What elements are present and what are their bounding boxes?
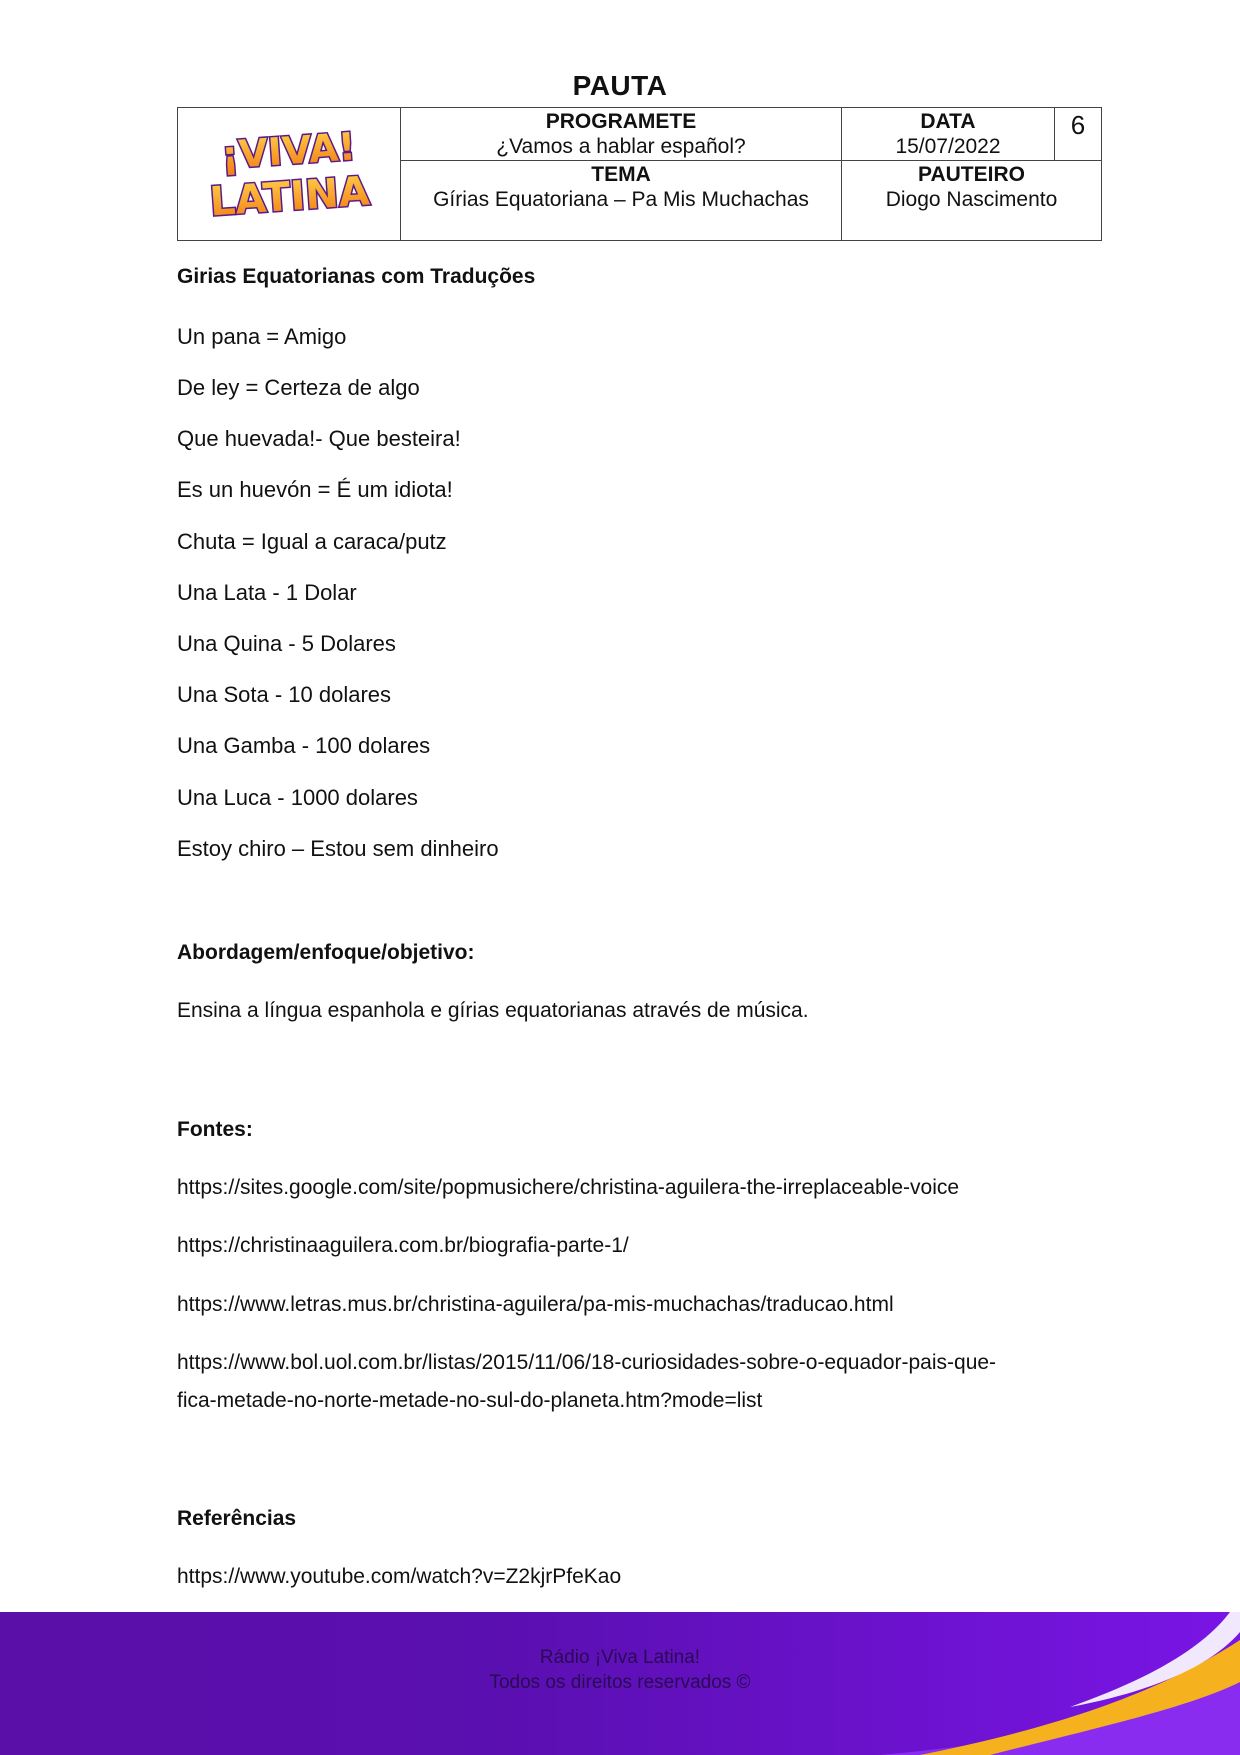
footer-banner bbox=[0, 1612, 1240, 1755]
footer-line2: Todos os direitos reservados © bbox=[489, 1672, 751, 1693]
giria-item: Estoy chiro – Estou sem dinheiro bbox=[177, 836, 499, 861]
fontes-heading: Fontes: bbox=[177, 1118, 253, 1141]
viva-latina-logo bbox=[178, 108, 400, 237]
giria-item: De ley = Certeza de algo bbox=[177, 375, 420, 400]
giria-item: Que huevada!- Que besteira! bbox=[177, 426, 461, 451]
logo-cell bbox=[178, 108, 401, 241]
abordagem-text: Ensina a língua espanhola e gírias equatorianas através de música. bbox=[177, 999, 809, 1022]
tema-label: TEMA bbox=[591, 163, 651, 186]
giria-item: Una Sota - 10 dolares bbox=[177, 682, 392, 707]
tema-value: Gírias Equatoriana – Pa Mis Muchachas bbox=[433, 188, 809, 211]
fonte-link[interactable]: https://www.bol.uol.com.br/listas/2015/11/06/18-curiosidades-sobre-o-equador-pais-que- bbox=[177, 1351, 997, 1374]
referencia-link[interactable]: https://www.youtube.com/watch?v=Z2kjrPfeKao bbox=[177, 1565, 622, 1588]
footer-line1: Rádio ¡Viva Latina! bbox=[539, 1647, 701, 1668]
data-cell bbox=[842, 108, 1055, 161]
logo-text-latina: LATINA bbox=[208, 167, 372, 226]
fonte-link-continuation[interactable]: fica-metade-no-norte-metade-no-sul-do-planeta.htm?mode=list bbox=[177, 1389, 763, 1412]
referencias-heading: Referências bbox=[177, 1507, 297, 1530]
fonte-link[interactable]: https://www.letras.mus.br/christina-aguilera/pa-mis-muchachas/traducao.html bbox=[177, 1293, 894, 1316]
programete-label: PROGRAMETE bbox=[545, 110, 697, 133]
giria-item: Una Lata - 1 Dolar bbox=[177, 580, 357, 605]
data-label: DATA bbox=[920, 110, 976, 133]
pauteiro-value: Diogo Nascimento bbox=[885, 188, 1058, 211]
girias-heading: Girias Equatorianas com Traduções bbox=[177, 265, 536, 288]
programete-value: ¿Vamos a hablar español? bbox=[496, 135, 746, 158]
fonte-link[interactable]: https://christinaaguilera.com.br/biografia-parte-1/ bbox=[177, 1234, 629, 1257]
header-table bbox=[177, 107, 1102, 241]
giria-item: Una Quina - 5 Dolares bbox=[177, 631, 396, 656]
giria-item: Una Luca - 1000 dolares bbox=[177, 785, 418, 810]
page-title: PAUTA bbox=[572, 70, 668, 101]
page-number: 6 bbox=[1055, 108, 1102, 161]
fonte-link[interactable]: https://sites.google.com/site/popmusichere/christina-aguilera-the-irreplaceable-voice bbox=[177, 1176, 960, 1199]
giria-item: Chuta = Igual a caraca/putz bbox=[177, 529, 447, 554]
pauteiro-cell bbox=[842, 161, 1102, 241]
pauteiro-label: PAUTEIRO bbox=[918, 163, 1025, 186]
data-value: 15/07/2022 bbox=[895, 135, 1001, 158]
programete-cell bbox=[401, 108, 842, 161]
giria-item: Un pana = Amigo bbox=[177, 324, 347, 349]
abordagem-heading: Abordagem/enfoque/objetivo: bbox=[177, 941, 475, 964]
giria-item: Es un huevón = É um idiota! bbox=[177, 477, 453, 502]
logo-text-viva: ¡VIVA! bbox=[219, 123, 358, 178]
tema-cell bbox=[401, 161, 842, 241]
giria-item: Una Gamba - 100 dolares bbox=[177, 733, 431, 758]
